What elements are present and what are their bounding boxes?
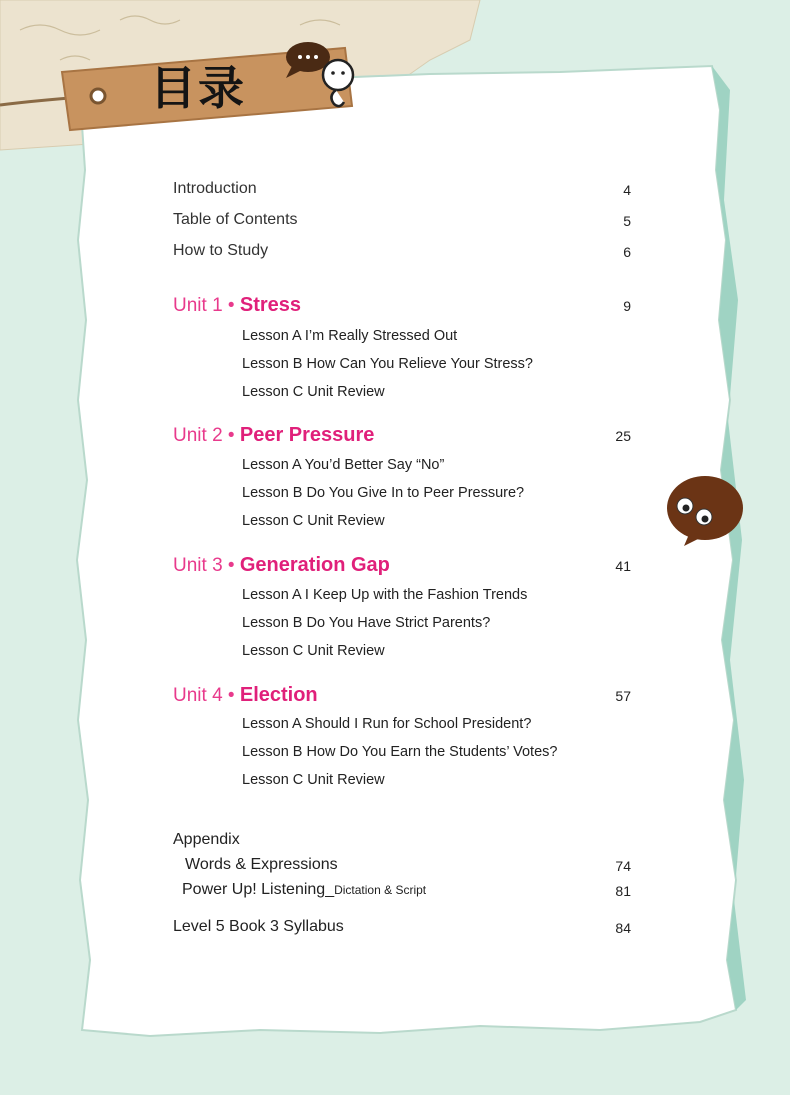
toc-lesson[interactable]: Lesson B How Can You Relieve Your Stress?: [242, 356, 533, 372]
entry-page: 4: [623, 182, 631, 198]
unit-prefix: Unit 3 •: [173, 555, 235, 576]
toc-unit-4[interactable]: [173, 686, 631, 710]
entry-page: 57: [615, 688, 631, 704]
entry-title: Level 5 Book 3 Syllabus: [173, 918, 344, 935]
entry-title: How to Study: [173, 242, 269, 259]
toc-lesson[interactable]: Lesson C Unit Review: [242, 513, 385, 529]
toc-lesson[interactable]: Lesson A Should I Run for School President?: [242, 716, 532, 732]
entry-page: 25: [615, 428, 631, 444]
entry-title: Power Up! Listening_: [182, 881, 335, 898]
unit-name: Election: [239, 684, 318, 706]
toc-lesson[interactable]: Lesson C Unit Review: [242, 384, 385, 400]
toc-lesson[interactable]: Lesson A I’m Really Stressed Out: [242, 328, 458, 344]
entry-note: Dictation & Script: [334, 883, 427, 897]
toc-entry-words-expressions[interactable]: [173, 856, 631, 880]
page-title: 目录: [150, 61, 246, 115]
toc-lesson[interactable]: Lesson B How Do You Earn the Students’ Votes?: [242, 744, 558, 760]
unit-prefix: Unit 4 •: [173, 685, 235, 706]
toc-lesson[interactable]: Lesson B Do You Have Strict Parents?: [242, 615, 491, 631]
toc-lesson[interactable]: Lesson A I Keep Up with the Fashion Trends: [242, 587, 528, 603]
unit-name: Peer Pressure: [239, 424, 375, 446]
toc-entry-syllabus[interactable]: [173, 918, 631, 942]
entry-page: 81: [615, 883, 631, 899]
toc-unit-2[interactable]: [173, 426, 631, 450]
toc-lesson[interactable]: Lesson C Unit Review: [242, 643, 385, 659]
toc-appendix-heading: [173, 831, 631, 855]
entry-page: 84: [615, 920, 631, 936]
toc-entry-how-to-study[interactable]: [173, 242, 631, 266]
unit-name: Stress: [239, 294, 302, 316]
entry-page: 74: [615, 858, 631, 874]
entry-title: Words & Expressions: [185, 856, 338, 873]
entry-page: 9: [623, 298, 631, 314]
toc-lesson[interactable]: Lesson C Unit Review: [242, 772, 385, 788]
toc-unit-1[interactable]: [173, 296, 631, 320]
entry-title: Introduction: [173, 180, 257, 197]
unit-prefix: Unit 1 •: [173, 295, 235, 316]
entry-title: Table of Contents: [173, 211, 298, 228]
toc-entry-introduction[interactable]: [173, 180, 631, 204]
toc-lesson[interactable]: Lesson B Do You Give In to Peer Pressure?: [242, 485, 525, 501]
appendix-title: Appendix: [173, 831, 240, 848]
toc-entry-power-up-listening[interactable]: [173, 881, 631, 905]
unit-prefix: Unit 2 •: [173, 425, 235, 446]
toc-unit-3[interactable]: [173, 556, 631, 580]
toc-entry-table-of-contents[interactable]: [173, 211, 631, 235]
toc-lesson[interactable]: Lesson A You’d Better Say “No”: [242, 457, 445, 473]
entry-page: 5: [623, 213, 631, 229]
entry-page: 41: [615, 558, 631, 574]
unit-name: Generation Gap: [239, 554, 390, 576]
entry-page: 6: [623, 244, 631, 260]
